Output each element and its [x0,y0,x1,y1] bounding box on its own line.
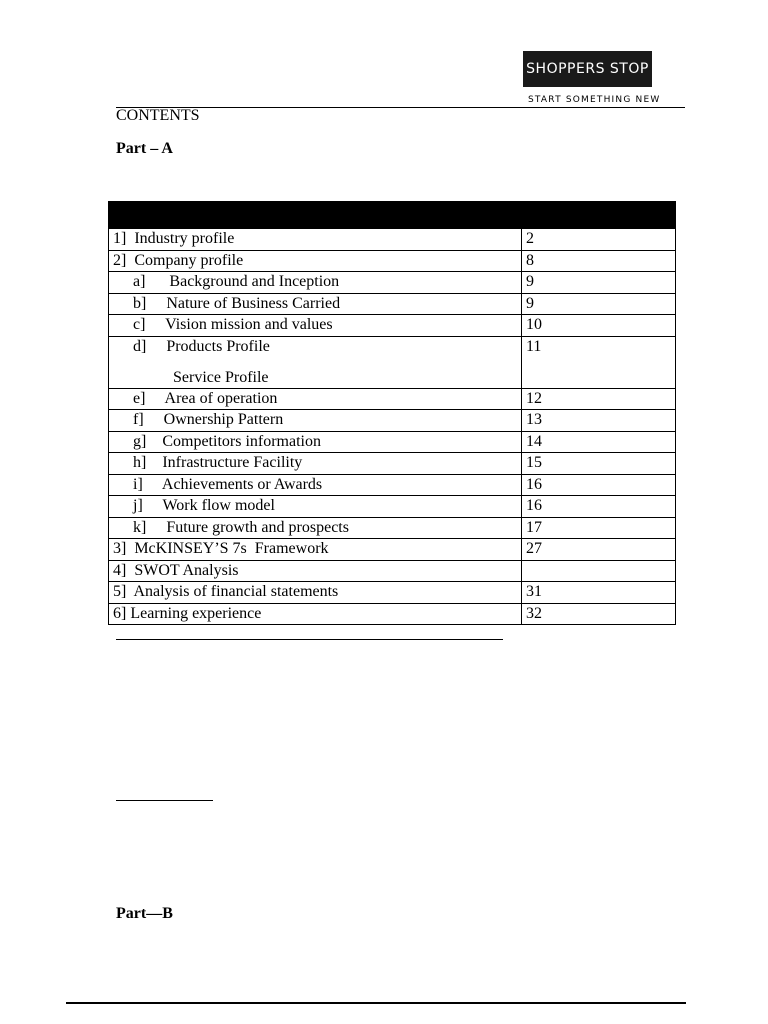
toc-entry-cell [109,539,522,561]
toc-page-number: 12 [522,388,676,410]
toc-entry-cell [109,496,522,518]
toc-entry-label: 2] Company profile [113,251,244,269]
section-rule [116,639,503,640]
toc-entry-label: h] Infrastructure Facility [133,454,303,471]
table-row [109,582,676,604]
toc-entry-cell [109,603,522,625]
table-row [109,517,676,539]
toc-page-number: 32 [522,603,676,625]
toc-page-number: 14 [522,431,676,453]
table-row [109,453,676,475]
toc-entry-label: 6] Learning experience [113,604,262,622]
toc-entry-cell [109,453,522,475]
toc-page-number: 27 [522,539,676,561]
toc-page-number: 15 [522,453,676,475]
toc-entry-label: e] Area of operation [133,389,278,407]
toc-page-number: 11 [522,336,676,388]
toc-entry-label: 4] SWOT Analysis [113,561,239,579]
table-row [109,496,676,518]
short-rule [116,800,213,801]
table-row [109,388,676,410]
toc-entry-cell [109,250,522,272]
toc-entry-label: b] Nature of Business Carried [133,294,341,312]
toc-entry-label: a] Background and Inception [133,273,340,290]
toc-page-number: 13 [522,410,676,432]
toc-page-number: 17 [522,517,676,539]
toc-entry-label: 3] McKINSEY’S 7s Framework [113,540,329,557]
toc-page-number: 9 [522,293,676,315]
table-row [109,250,676,272]
header-rule [116,107,685,108]
contents-table [108,201,676,625]
table-row [109,229,676,251]
toc-entry-label-secondary: Service Profile [173,368,269,386]
toc-page-number: 16 [522,496,676,518]
part-a-heading: Part – A [116,140,173,157]
brand-logo [523,51,652,87]
table-row [109,410,676,432]
toc-entry-cell [109,272,522,294]
contents-heading: CONTENTS [116,107,200,124]
table-row [109,315,676,337]
toc-entry-cell [109,315,522,337]
brand-tagline: START SOMETHING NEW [528,95,661,105]
toc-entry-label: f] Ownership Pattern [133,411,284,428]
toc-entry-cell [109,336,522,388]
toc-page-number: 31 [522,582,676,604]
table-row [109,272,676,294]
toc-page-number [522,560,676,582]
table-row [109,293,676,315]
toc-entry-label: k] Future growth and prospects [133,518,349,536]
toc-page-number: 8 [522,250,676,272]
table-header-bar [109,202,676,229]
toc-entry-label: d] Products Profile [133,337,270,355]
toc-entry-label: g] Competitors information [133,432,321,450]
table-row [109,336,676,388]
part-b-heading: Part—B [116,905,173,922]
toc-entry-cell [109,517,522,539]
table-row [109,603,676,625]
table-row [109,560,676,582]
table-row [109,474,676,496]
toc-entry-cell [109,410,522,432]
toc-entry-cell [109,388,522,410]
toc-entry-label: 5] Analysis of financial statements [113,583,339,600]
toc-entry-cell [109,582,522,604]
footer-rule [66,1002,686,1004]
toc-entry-label: i] Achievements or Awards [133,475,323,493]
toc-entry-cell [109,560,522,582]
toc-entry-cell [109,229,522,251]
toc-entry-cell [109,431,522,453]
toc-page-number: 2 [522,229,676,251]
toc-page-number: 9 [522,272,676,294]
table-row [109,539,676,561]
table-row [109,431,676,453]
toc-entry-cell [109,474,522,496]
toc-entry-cell [109,293,522,315]
toc-entry-label: 1] Industry profile [113,230,235,247]
brand-logo-text: SHOPPERS STOP [526,61,649,77]
toc-entry-label: c] Vision mission and values [133,316,333,333]
toc-page-number: 16 [522,474,676,496]
toc-page-number: 10 [522,315,676,337]
toc-entry-label: j] Work flow model [133,497,275,514]
